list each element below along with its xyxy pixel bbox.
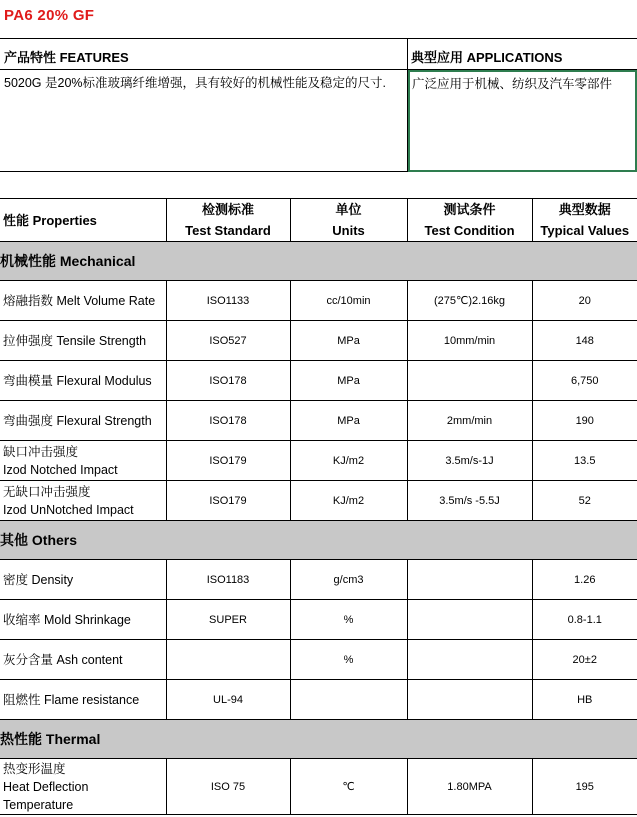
typical-value: 148 [532, 321, 637, 361]
units: g/cm3 [290, 560, 407, 600]
test-condition: 3.5m/s-1J [407, 441, 532, 481]
table-header-row [0, 199, 637, 242]
units: % [290, 640, 407, 680]
table-row [0, 321, 637, 361]
property-name: 热变形温度 Heat Deflection Temperature [0, 759, 166, 815]
units [290, 680, 407, 720]
property-name: 阻燃性 Flame resistance [0, 680, 166, 720]
typical-value: 6,750 [532, 361, 637, 401]
typical-value: 190 [532, 401, 637, 441]
section-row-mechanical [0, 242, 637, 281]
section-row-thermal [0, 720, 637, 759]
table-row [0, 281, 637, 321]
property-name: 密度 Density [0, 560, 166, 600]
table-row [0, 600, 637, 640]
test-condition: 1.80MPA [407, 759, 532, 815]
header-standard-cn: 检测标准 [201, 202, 254, 217]
header-condition-en: Test Condition [424, 223, 515, 238]
test-condition [407, 640, 532, 680]
test-standard: UL-94 [166, 680, 290, 720]
section-title: 热性能 Thermal [0, 720, 637, 759]
test-standard: ISO1133 [166, 281, 290, 321]
test-condition: 3.5m/s -5.5J [407, 481, 532, 521]
property-name: 灰分含量 Ash content [0, 640, 166, 680]
typical-value: 195 [532, 759, 637, 815]
table-row [0, 441, 637, 481]
test-condition: 10mm/min [407, 321, 532, 361]
header-typical [532, 199, 637, 242]
section-row-others [0, 521, 637, 560]
property-name: 拉伸强度 Tensile Strength [0, 321, 166, 361]
units: cc/10min [290, 281, 407, 321]
table-row [0, 560, 637, 600]
features-header: 产品特性 FEATURES [0, 38, 408, 70]
table-row [0, 361, 637, 401]
property-name: 收缩率 Mold Shrinkage [0, 600, 166, 640]
header-typical-en: Typical Values [540, 223, 630, 238]
typical-value: 13.5 [532, 441, 637, 481]
property-name: 熔融指数 Melt Volume Rate [0, 281, 166, 321]
test-standard: ISO179 [166, 481, 290, 521]
section-title: 其他 Others [0, 521, 637, 560]
table-row [0, 680, 637, 720]
table-row [0, 401, 637, 441]
test-standard: ISO1183 [166, 560, 290, 600]
applications-header: 典型应用 APPLICATIONS [408, 38, 637, 70]
test-standard: ISO178 [166, 361, 290, 401]
header-condition-cn: 测试条件 [443, 202, 496, 217]
test-condition [407, 361, 532, 401]
header-units [290, 199, 407, 242]
typical-value: 0.8-1.1 [532, 600, 637, 640]
test-condition [407, 600, 532, 640]
table-row [0, 481, 637, 521]
typical-value: 52 [532, 481, 637, 521]
applications-text[interactable]: 广泛应用于机械、纺织及汽车零部件 [408, 70, 637, 172]
units: MPa [290, 401, 407, 441]
test-standard: ISO179 [166, 441, 290, 481]
units: MPa [290, 321, 407, 361]
property-name: 缺口冲击强度 Izod Notched Impact [0, 441, 166, 481]
features-applications-block [0, 38, 637, 172]
units: MPa [290, 361, 407, 401]
header-units-en: Units [332, 223, 365, 238]
property-name: 弯曲强度 Flexural Strength [0, 401, 166, 441]
header-standard-en: Test Standard [185, 223, 271, 238]
header-standard [166, 199, 290, 242]
typical-value: 20 [532, 281, 637, 321]
test-standard: ISO527 [166, 321, 290, 361]
test-condition: (275℃)2.16kg [407, 281, 532, 321]
units: KJ/m2 [290, 441, 407, 481]
test-standard: ISO178 [166, 401, 290, 441]
document-title: PA6 20% GF [4, 7, 95, 24]
table-row [0, 640, 637, 680]
test-standard: ISO 75 [166, 759, 290, 815]
test-condition [407, 560, 532, 600]
test-standard [166, 640, 290, 680]
test-condition [407, 680, 532, 720]
units: % [290, 600, 407, 640]
typical-value: HB [532, 680, 637, 720]
properties-table [0, 198, 637, 815]
units: ℃ [290, 759, 407, 815]
header-property: 性能 Properties [0, 199, 166, 242]
header-typical-cn: 典型数据 [558, 202, 611, 217]
units: KJ/m2 [290, 481, 407, 521]
property-name: 弯曲模量 Flexural Modulus [0, 361, 166, 401]
test-condition: 2mm/min [407, 401, 532, 441]
table-row [0, 759, 637, 815]
typical-value: 1.26 [532, 560, 637, 600]
section-title: 机械性能 Mechanical [0, 242, 637, 281]
features-text: 5020G 是20%标准玻璃纤维增强，具有较好的机械性能及稳定的尺寸. [0, 70, 408, 172]
test-standard: SUPER [166, 600, 290, 640]
property-name: 无缺口冲击强度 Izod UnNotched Impact [0, 481, 166, 521]
header-condition [407, 199, 532, 242]
header-units-cn: 单位 [335, 202, 362, 217]
typical-value: 20±2 [532, 640, 637, 680]
